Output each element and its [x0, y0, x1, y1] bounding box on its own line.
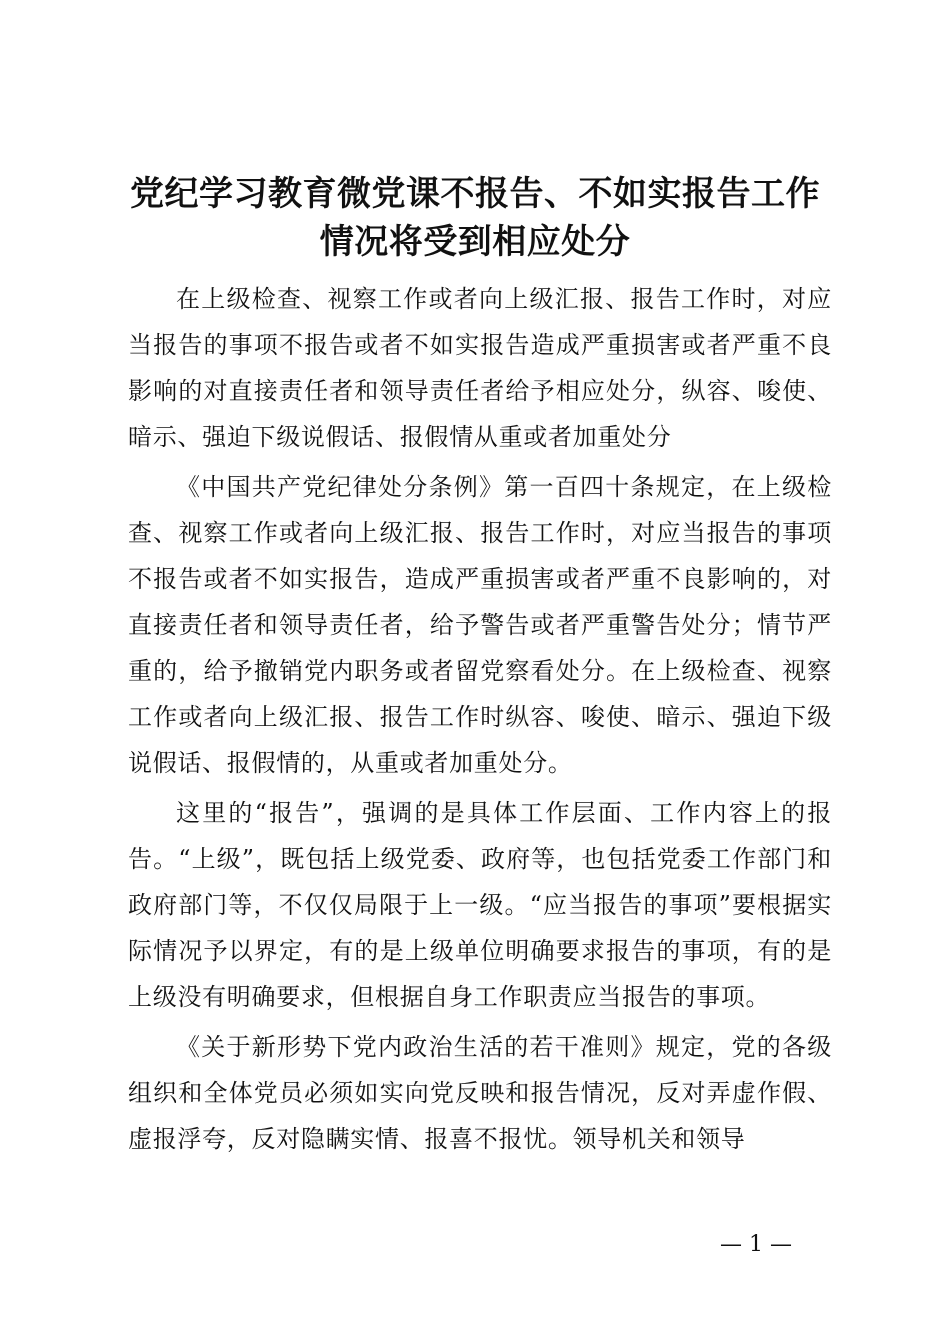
page-number: — 1 — — [720, 1232, 792, 1257]
paragraph-4: 《关于新形势下党内政治生活的若干准则》规定，党的各级组织和全体党员必须如实向党反映和报告情况，反对弄虚作假、虚报浮夸，反对隐瞒实情、报喜不报忧。领导机关和领导 — [128, 1033, 832, 1153]
paragraph-1: 在上级检查、视察工作或者向上级汇报、报告工作时，对应当报告的事项不报告或者不如实报告造成严重损害或者严重不良影响的对直接责任者和领导责任者给予相应处分，纵容、唆使、暗示、强迫下级说假话、报假情从重或者加重处分 — [128, 285, 832, 451]
document-body — [128, 276, 832, 1166]
title-line-2: 情况将受到相应处分 — [319, 222, 631, 262]
document-title — [100, 170, 850, 266]
paragraph-3: 这里的“报告”，强调的是具体工作层面、工作内容上的报告。“上级”，既包括上级党委、政府等，也包括党委工作部门和政府部门等，不仅仅局限于上一级。“应当报告的事项”要根据实际情况予以界定，有的是上级单位明确要求报告的事项，有的是上级没有明确要求，但根据自身工作职责应当报告的事项。 — [128, 799, 832, 1011]
title-line-1: 党纪学习教育微党课不报告、不如实报告工作 — [130, 174, 820, 214]
paragraph-2: 《中国共产党纪律处分条例》第一百四十条规定，在上级检查、视察工作或者向上级汇报、报告工作时，对应当报告的事项不报告或者不如实报告，造成严重损害或者严重不良影响的，对直接责任者和领导责任者，给予警告或者严重警告处分；情节严重的，给予撤销党内职务或者留党察看处分。在上级检查、视察工作或者向上级汇报、报告工作时纵容、唆使、暗示、强迫下级说假话、报假情的，从重或者加重处分。 — [128, 473, 832, 777]
